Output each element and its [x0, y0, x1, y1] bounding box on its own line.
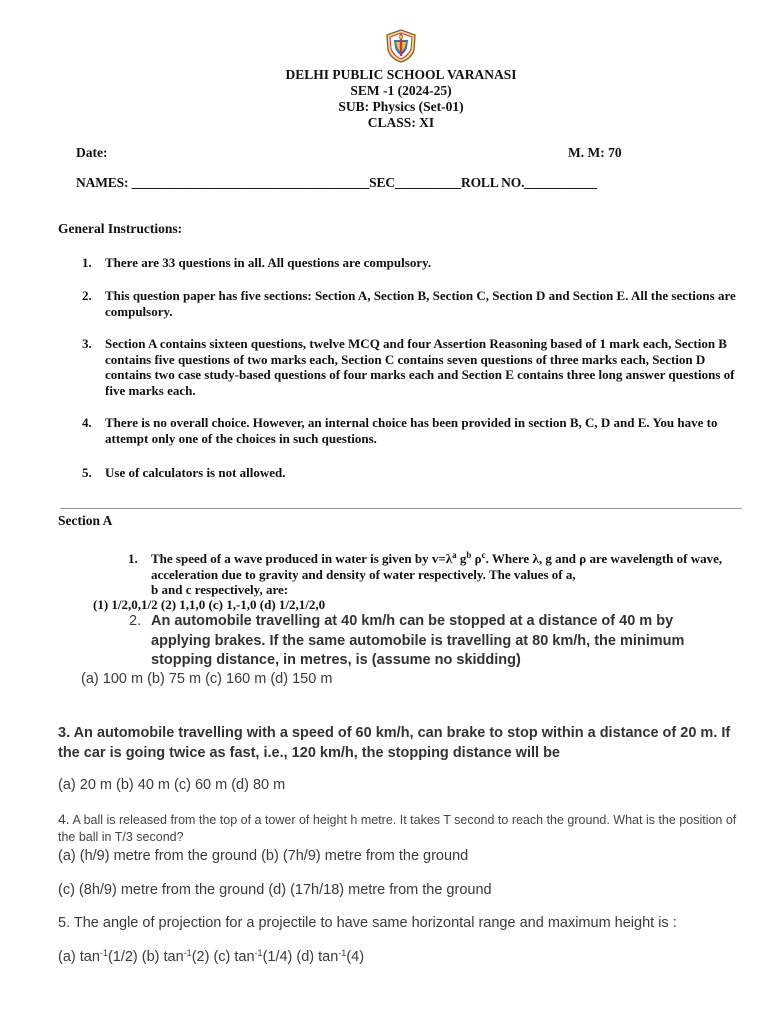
instruction-text: Use of calculators is not allowed.: [105, 465, 286, 480]
class-line: CLASS: XI: [367, 115, 435, 130]
q5-option-part: (1/2) (b) tan: [107, 949, 184, 965]
school-name: DELHI PUBLIC SCHOOL VARANASI: [285, 67, 517, 82]
instruction-number: 3.: [82, 336, 92, 351]
question-1-options: (1) 1/2,0,1/2 (2) 1,1,0 (c) 1,-1,0 (d) 1/2,1/2,0: [93, 597, 326, 612]
q1-text-part: The speed of a wave produced in water is given by v=λ: [151, 551, 453, 566]
semester: SEM -1 (2024-25): [350, 83, 452, 98]
question-1-text: [151, 551, 743, 582]
instruction-number: 5.: [82, 465, 92, 480]
instruction-text: Section A contains sixteen questions, twelve MCQ and four Assertion Reasoning based of 1 mark each, Section B contains five questions of two marks each, Section C contains seven questions of three marks each, Section D contains two case study-based questions of four marks each and Section E contains three long answer questions of five marks each.: [105, 336, 735, 398]
question-4-body: A ball is released from the top of a tower of height h metre. It takes T second to reach the ground. What is the position of the ball in T/3 second?: [58, 813, 737, 844]
q1-exponent-b: b: [466, 550, 472, 560]
question-3-text: 3. An automobile travelling with a speed of 60 km/h, can brake to stop within a distance of 20 m. If the car is going twice as fast, i.e., 120 km/h, the stopping distance will be: [58, 725, 731, 761]
inverse-exponent: -1: [99, 948, 108, 958]
question-1-number: 1.: [128, 551, 138, 566]
instruction-text: There is no overall choice. However, an internal choice has been provided in section B, C, D and E. You have to attempt only one of the choices in such questions.: [105, 415, 718, 446]
section-a-title: Section A: [58, 513, 113, 528]
instruction-number: 4.: [82, 415, 92, 430]
section-divider: [60, 508, 742, 509]
question-2-options: (a) 100 m (b) 75 m (c) 160 m (d) 150 m: [81, 671, 333, 687]
question-2-number: 2.: [129, 613, 142, 629]
names-line: NAMES: ____________________________________SEC__________ROLL NO.___________: [76, 175, 597, 190]
q5-option-part: (1/4) (d) tan: [262, 949, 339, 965]
question-2-text: An automobile travelling at 40 km/h can be stopped at a distance of 40 m by applying brakes. If the same automobile is travelling at 80 km/h, the minimum stopping distance, in metres, is (assume no skidding): [151, 613, 685, 668]
max-marks: M. M: 70: [568, 145, 622, 160]
subject: SUB: Physics (Set-01): [338, 99, 464, 114]
inverse-exponent: -1: [183, 948, 192, 958]
question-4-options-1: (a) (h/9) metre from the ground (b) (7h/9) metre from the ground: [58, 848, 469, 864]
question-4-text: [58, 811, 748, 846]
question-4-options-2: (c) (8h/9) metre from the ground (d) (17h/18) metre from the ground: [58, 882, 492, 898]
q5-option-part: (2) (c) tan: [191, 949, 255, 965]
date-label: Date:: [76, 145, 108, 160]
q1-text-part: . Where λ, g and ρ are wavelength of wave, acceleration due to gravity and density of water respectively. The values of a,: [151, 551, 723, 582]
q5-option-part: (4): [346, 949, 365, 965]
instruction-text: There are 33 questions in all. All questions are compulsory.: [105, 255, 432, 270]
instructions-heading: General Instructions:: [58, 221, 183, 236]
school-emblem-logo: [383, 28, 419, 64]
inverse-exponent: -1: [254, 948, 263, 958]
instruction-number: 1.: [82, 255, 92, 270]
question-5-options: [58, 949, 364, 965]
q1-text-part: ρ: [471, 551, 482, 566]
question-4-number: 4.: [58, 811, 70, 827]
inverse-exponent: -1: [338, 948, 347, 958]
q1-exponent-c: c: [481, 550, 486, 560]
q1-text-part: g: [456, 551, 467, 566]
q1-exponent-a: a: [452, 550, 457, 560]
question-5-text: 5. The angle of projection for a projectile to have same horizontal range and maximum height is :: [58, 915, 677, 931]
question-1-text-cont: b and c respectively, are:: [151, 582, 289, 597]
q5-option-part: (a) tan: [58, 949, 100, 965]
question-3-options: (a) 20 m (b) 40 m (c) 60 m (d) 80 m: [58, 777, 286, 793]
instruction-text: This question paper has five sections: Section A, Section B, Section C, Section D and Section E. All the sections are compulsory.: [105, 288, 736, 319]
instruction-number: 2.: [82, 288, 92, 303]
